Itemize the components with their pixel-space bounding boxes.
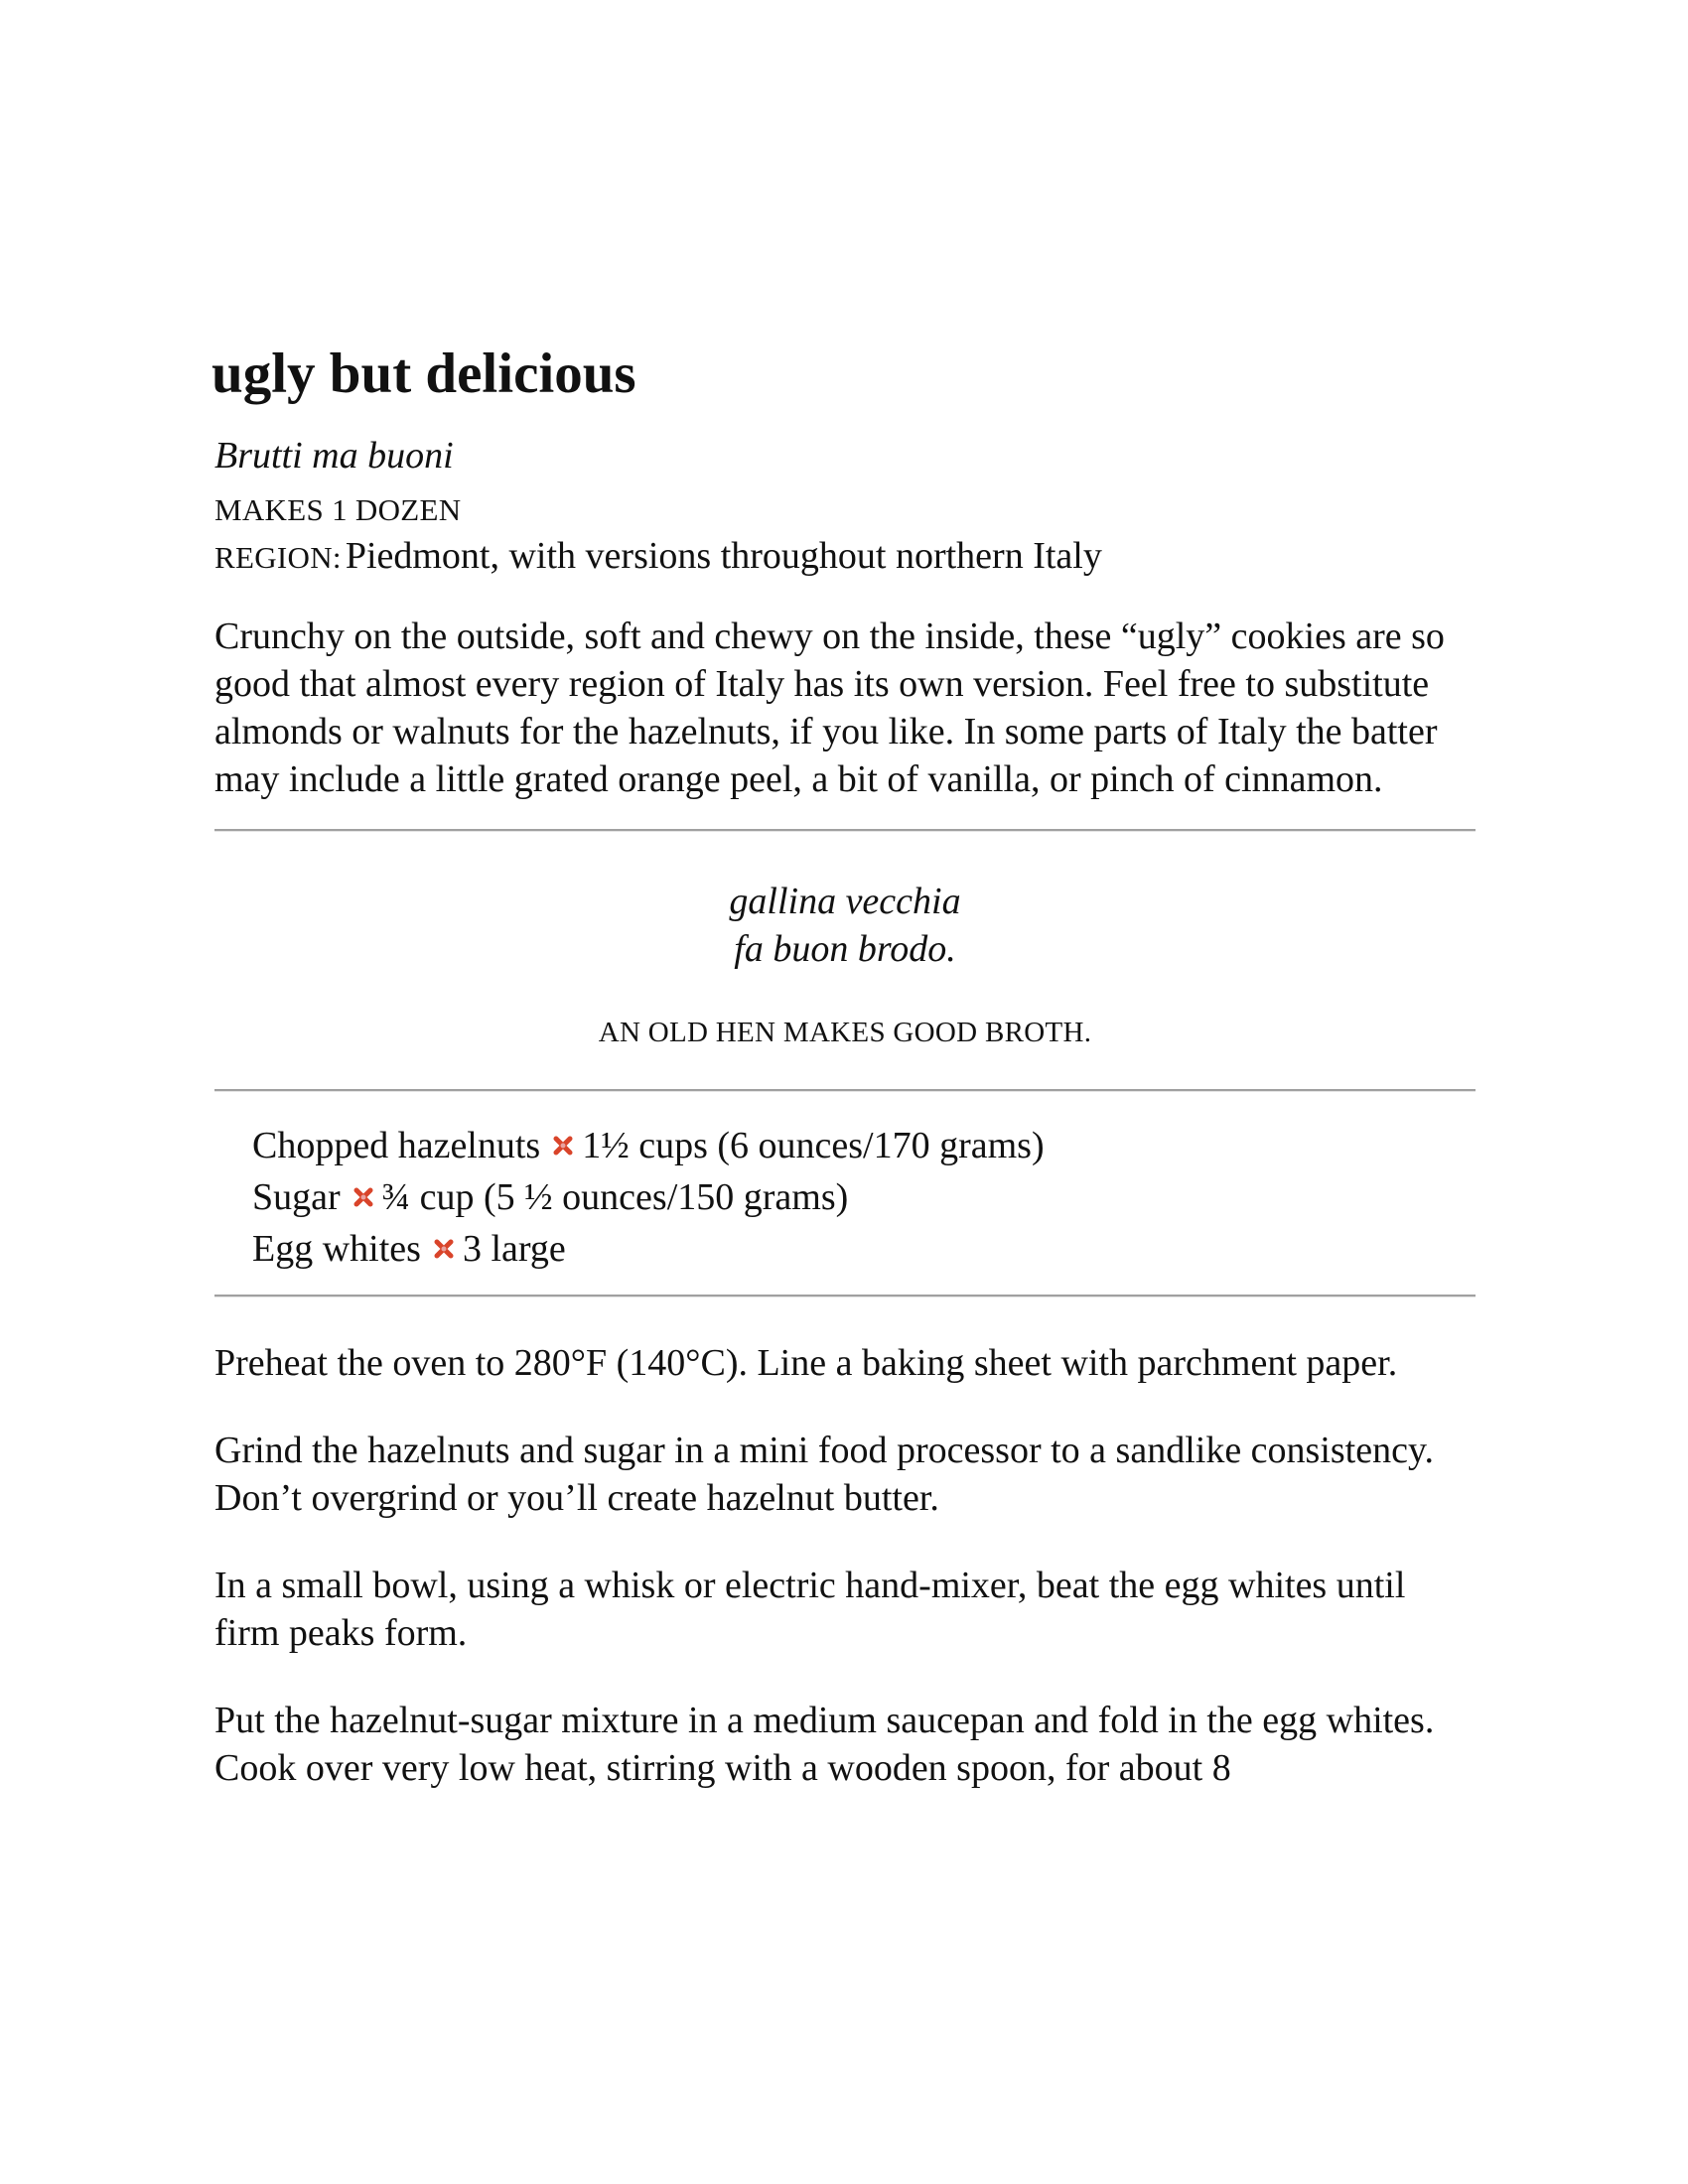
method-step: Put the hazelnut-sugar mixture in a medium saucepan and fold in the egg whites. Cook over very low heat, stirring with a wooden spoon, for about 8 (214, 1700, 1435, 1790)
recipe-intro: Crunchy on the outside, soft and chewy on the inside, these “ugly” cookies are so good that almost every region of Italy has its own version. Feel free to substitute almonds or walnuts for the hazelnuts, if you like. In some parts of Italy the batter may include a little grated orange peel, a bit of vanilla, or pinch of cinnamon. (214, 615, 1445, 801)
region-label: REGION: (214, 539, 342, 575)
ingredient-name: Chopped hazelnuts (252, 1125, 541, 1167)
ingredient-name: Sugar (252, 1176, 341, 1219)
ingredient-amount: ¾ cup (5 ½ ounces/150 grams) (381, 1176, 849, 1219)
proverb-block (214, 832, 1476, 1089)
ingredient-item (252, 1171, 1476, 1223)
recipe-title: ugly but delicious (211, 342, 636, 405)
ingredient-amount: 3 large (462, 1228, 566, 1271)
recipe-yield: MAKES 1 DOZEN (214, 491, 462, 527)
region-value: Piedmont, with versions throughout northern Italy (345, 534, 1102, 577)
method-step: Grind the hazelnuts and sugar in a mini food processor to a sandlike consistency. Don’t overgrind or you’ll create hazelnut butter. (214, 1430, 1435, 1520)
method-step: Preheat the oven to 280°F (140°C). Line a baking sheet with parchment paper. (214, 1342, 1398, 1385)
method-steps (214, 1297, 1476, 1792)
recipe-page (211, 342, 1476, 1832)
ingredient-name: Egg whites (252, 1228, 421, 1271)
recipe-region (214, 534, 1476, 580)
proverb-line-2: fa buon brodo. (734, 928, 956, 971)
ingredient-item (252, 1223, 1476, 1275)
x-mark-icon (352, 1186, 374, 1208)
x-mark-icon (552, 1135, 574, 1157)
proverb-line-1: gallina vecchia (729, 881, 961, 923)
ingredient-list (214, 1092, 1476, 1295)
recipe-italian-name: Brutti ma buoni (214, 435, 454, 477)
ingredient-item (252, 1120, 1476, 1171)
proverb-translation: AN OLD HEN MAKES GOOD BROTH. (598, 1017, 1092, 1049)
method-step: In a small bowl, using a whisk or electric hand-mixer, beat the egg whites until firm peaks form. (214, 1565, 1406, 1655)
ingredient-amount: 1½ cups (6 ounces/170 grams) (582, 1125, 1045, 1167)
x-mark-icon (433, 1238, 455, 1260)
